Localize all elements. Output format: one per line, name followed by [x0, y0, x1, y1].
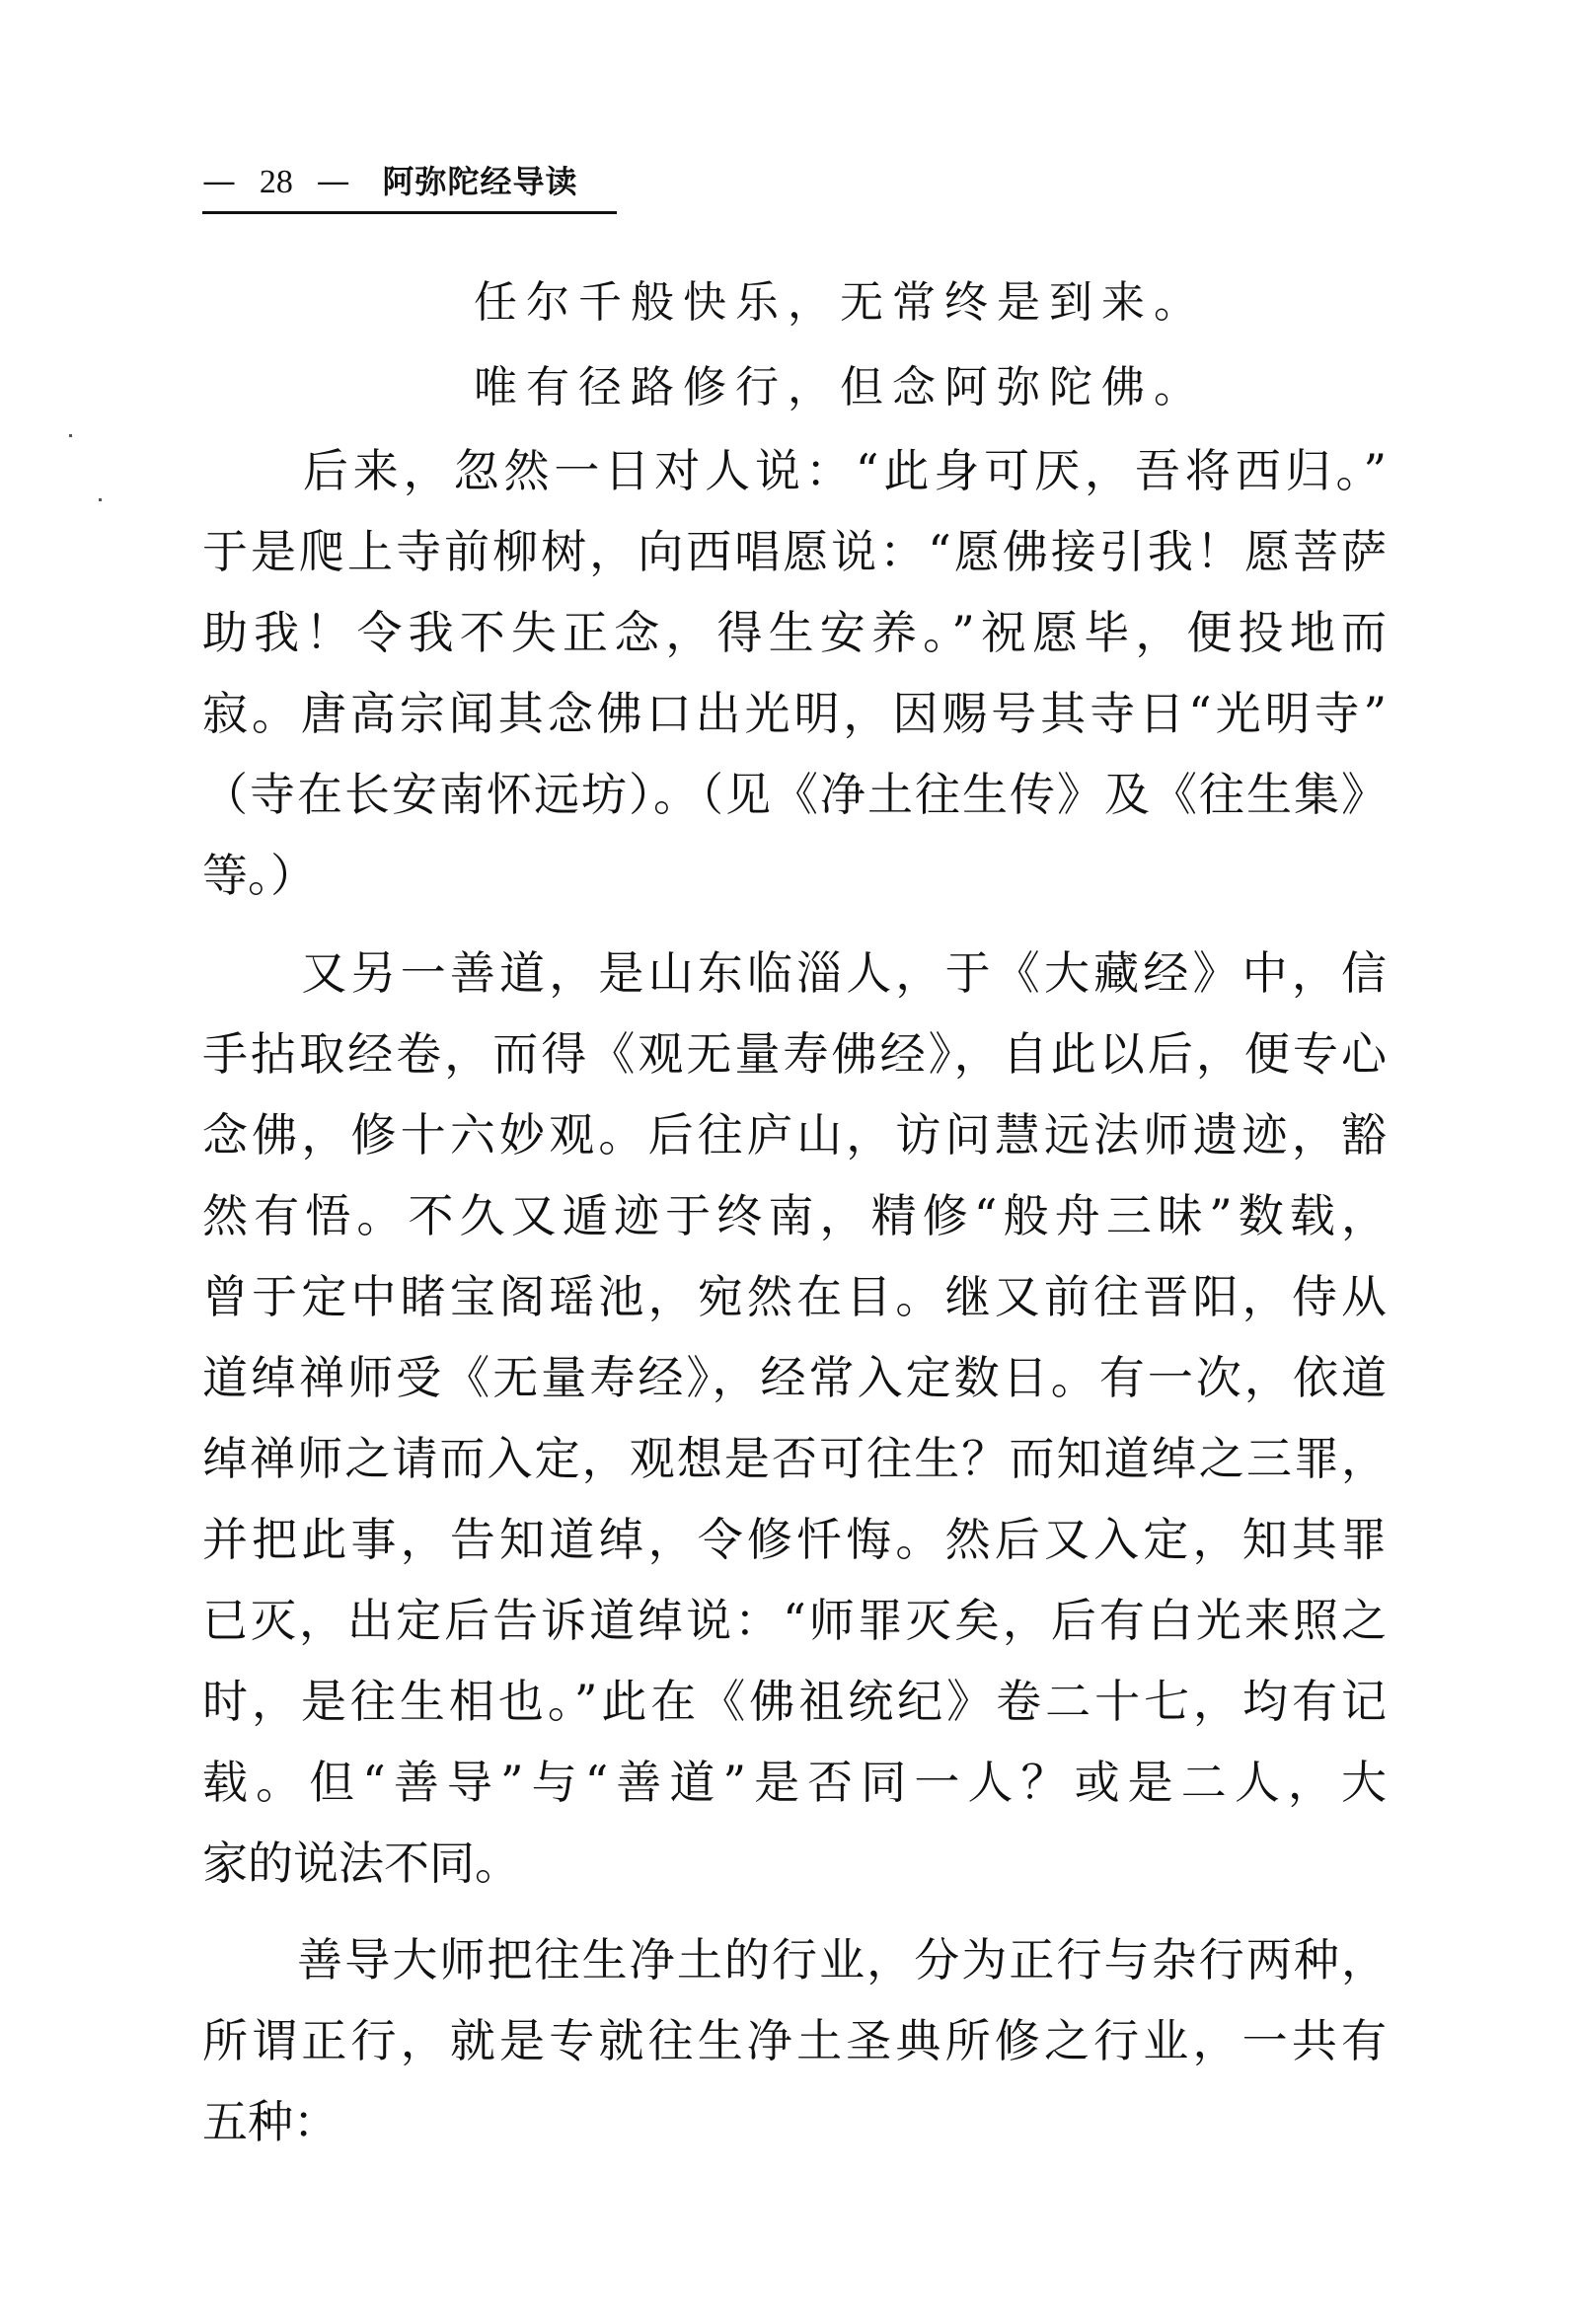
- body-text-line: 然有悟。不久又遁迹于终南，精修“般舟三昧”数载，: [202, 1189, 1387, 1242]
- body-text-line: 于是爬上寺前柳树，向西唱愿说：“愿佛接引我！愿菩萨: [202, 525, 1387, 578]
- body-text-line: 家的说法不同。: [202, 1837, 520, 1890]
- running-header: [202, 160, 617, 214]
- body-text-line: 后来，忽然一日对人说：“此身可厌，吾将西归。”: [202, 444, 1387, 497]
- body-text-line: 五种：: [202, 2095, 338, 2148]
- body-text-line: 善导大师把往生净土的行业，分为正行与杂行两种，: [202, 1933, 1387, 1987]
- header-dash-left: —: [202, 162, 236, 201]
- body-text-line: 载。但“善导”与“善道”是否同一人？或是二人，大: [202, 1756, 1387, 1809]
- body-text-line: 并把此事，告知道绰，令修忏悔。然后又入定，知其罪: [202, 1513, 1387, 1566]
- body-text-line: 手拈取经卷，而得《观无量寿佛经》，自此以后，便专心: [202, 1027, 1387, 1081]
- body-text-line: 所谓正行，就是专就往生净土圣典所修之行业，一共有: [202, 2014, 1387, 2067]
- scan-speck: [69, 434, 72, 437]
- body-text-line: 道绰禅师受《无量寿经》，经常入定数日。有一次，依道: [202, 1351, 1387, 1404]
- body-text-line: 念佛，修十六妙观。后往庐山，访问慧远法师遗迹，豁: [202, 1108, 1387, 1162]
- verse-line: 唯有径路修行，但念阿弥陀佛。: [474, 362, 1206, 412]
- body-text-line: 又另一善道，是山东临淄人，于《大藏经》中，信: [202, 946, 1387, 1000]
- body-text-line: （寺在长安南怀远坊）。（见《净土往生传》及《往生集》: [202, 768, 1387, 821]
- body-text-line: 助我！令我不失正念，得生安养。”祝愿毕，便投地而: [202, 606, 1387, 659]
- book-title: 阿弥陀经导读: [382, 163, 578, 200]
- verse-line: 任尔千般快乐，无常终是到来。: [474, 277, 1206, 328]
- body-text-line: 等。）: [202, 849, 316, 902]
- scan-speck: [99, 498, 102, 501]
- body-text-line: 已灭，出定后告诉道绰说：“师罪灭矣，后有白光来照之: [202, 1594, 1387, 1647]
- body-text-line: 绰禅师之请而入定，观想是否可往生？而知道绰之三罪，: [202, 1432, 1387, 1485]
- body-text-line: 曾于定中睹宝阁瑶池，宛然在目。继又前往晋阳，侍从: [202, 1270, 1387, 1323]
- page-number: 28: [259, 164, 293, 200]
- body-text-line: 寂。唐高宗闻其念佛口出光明，因赐号其寺日“光明寺”: [202, 687, 1387, 740]
- body-text-line: 时，是往生相也。”此在《佛祖统纪》卷二十七，均有记: [202, 1675, 1387, 1728]
- header-dash-right: —: [316, 162, 350, 201]
